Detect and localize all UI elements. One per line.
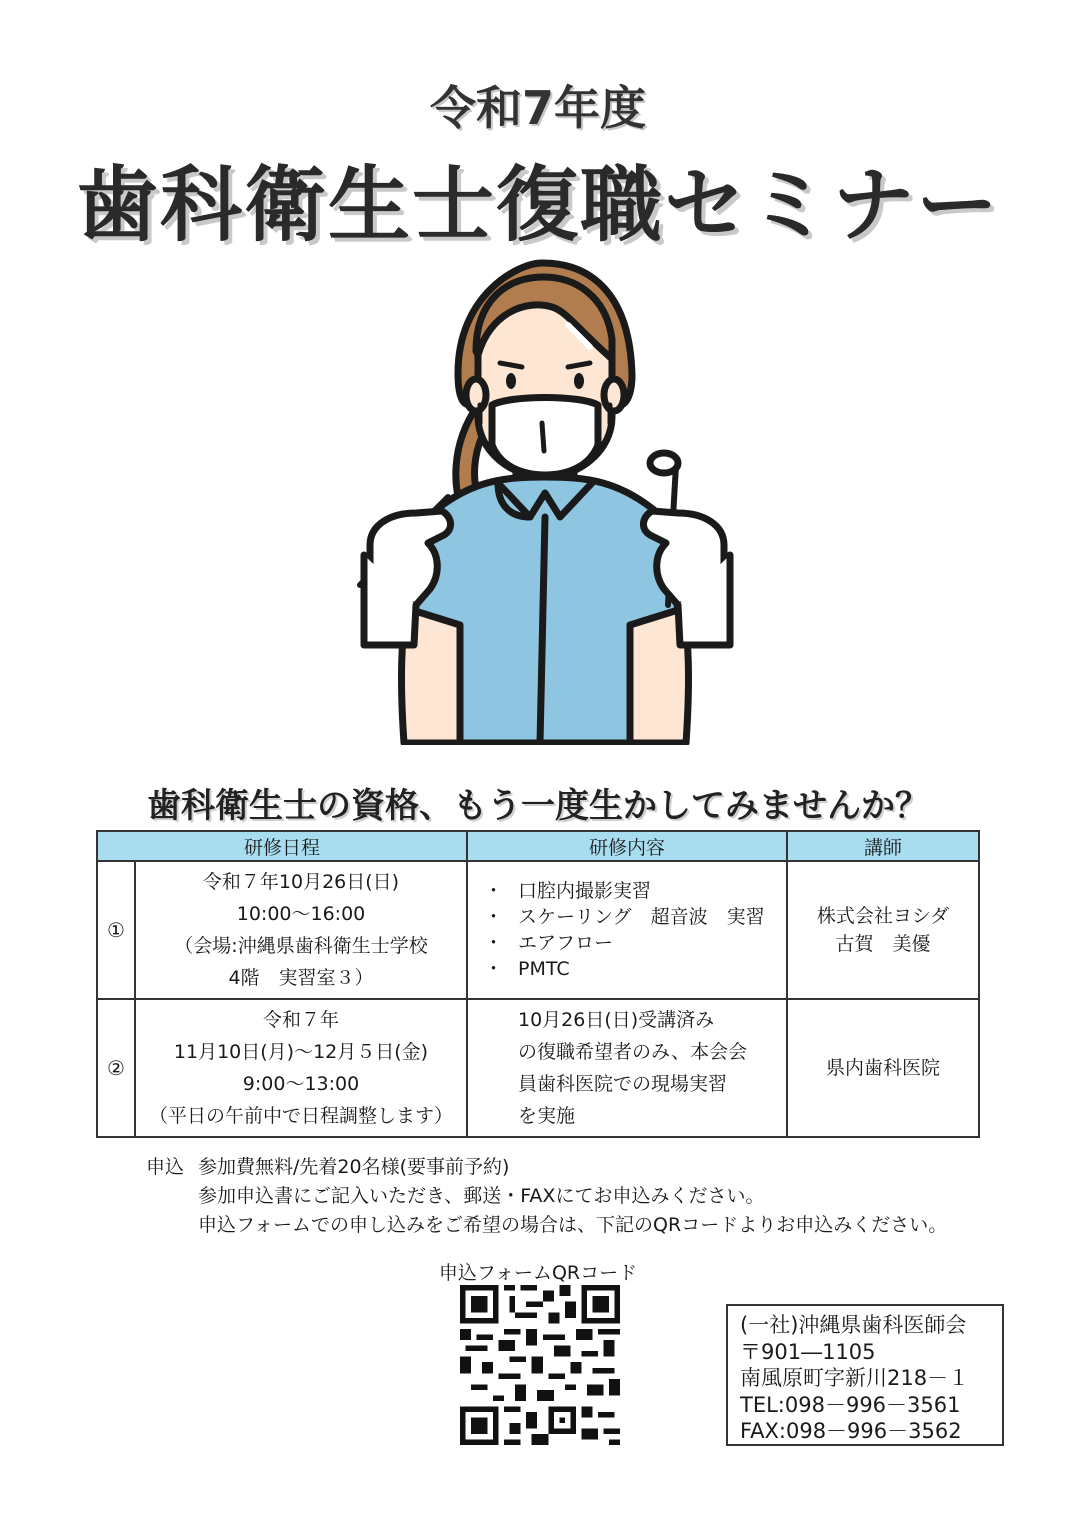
instructor-cell [787, 999, 979, 1137]
qr-code[interactable] [460, 1285, 620, 1445]
instructor-name: 古賀 美優 [835, 933, 931, 955]
schedule-table [96, 830, 980, 1138]
bullet: ・ [484, 906, 504, 928]
instructor-name: 県内歯科医院 [825, 1057, 940, 1079]
contact-postal: 〒901―1105 [740, 1339, 876, 1364]
list-item: ・ 口腔内撮影実習 [484, 880, 652, 902]
table-header-row [97, 831, 979, 861]
schedule-date: 11月10日(月)～12月５日(金) [173, 1041, 429, 1063]
header-schedule: 研修日程 [97, 831, 467, 861]
header-instructor: 講師 [787, 831, 979, 861]
dental-hygienist-illustration [330, 255, 750, 745]
list-item: ・ スケーリング 超音波 実習 [484, 906, 765, 928]
contact-tel: TEL:098－996－3561 [740, 1392, 961, 1417]
list-item: ・ PMTC [484, 958, 570, 980]
schedule-time: 10:00～16:00 [236, 903, 366, 925]
schedule-date: 令和７年10月26日(日) [202, 871, 400, 893]
qr-label: 申込フォームQRコード [438, 1262, 638, 1284]
contact-address: 南風原町字新川218－１ [740, 1366, 970, 1390]
application-label: 申込 [146, 1156, 185, 1178]
schedule-note: （平日の午前中で日程調整します） [148, 1105, 453, 1127]
bullet: ・ [484, 880, 504, 902]
row-number: ① [97, 861, 135, 999]
row-number: ② [97, 999, 135, 1137]
contact-box [726, 1304, 1004, 1446]
application-method: 参加申込書にご記入いただき、郵送・FAXにてお申込みください。 [198, 1185, 765, 1207]
contact-fax: FAX:098－996－3562 [740, 1419, 962, 1443]
schedule-year: 令和７年 [262, 1009, 339, 1031]
instructor-cell [787, 861, 979, 999]
header-content: 研修内容 [467, 831, 787, 861]
content-list [484, 878, 776, 982]
schedule-cell [135, 999, 467, 1137]
table-row [97, 999, 979, 1137]
event-year: 令和7年度 [429, 81, 646, 135]
list-item: ・ エアフロー [484, 932, 614, 954]
schedule-time: 9:00～13:00 [242, 1073, 360, 1095]
tagline: 歯科衛生士の資格、もう一度生かしてみませんか？ [147, 786, 929, 826]
content-cell: 10月26日(日)受講済み の復職希望者のみ、本会会 員歯科医院での現場実習 を実施 [467, 999, 787, 1137]
bullet: ・ [484, 932, 504, 954]
application-info [146, 1153, 947, 1240]
instructor-company: 株式会社ヨシダ [816, 905, 950, 927]
schedule-room: 4階 実習室３） [228, 967, 374, 989]
content-cell [467, 861, 787, 999]
application-form-note: 申込フォームでの申し込みをご希望の場合は、下記のQRコードよりお申込みください。 [198, 1214, 948, 1236]
contact-org: (一社)沖縄県歯科医師会 [740, 1313, 967, 1337]
application-fee: 参加費無料/先着20名様(要事前予約) [198, 1156, 510, 1178]
schedule-venue: （会場:沖縄県歯科衛生士学校 [174, 935, 428, 957]
event-title: 歯科衛生士復職セミナー [75, 158, 1000, 253]
table-row [97, 861, 979, 999]
bullet: ・ [484, 958, 504, 980]
schedule-cell [135, 861, 467, 999]
